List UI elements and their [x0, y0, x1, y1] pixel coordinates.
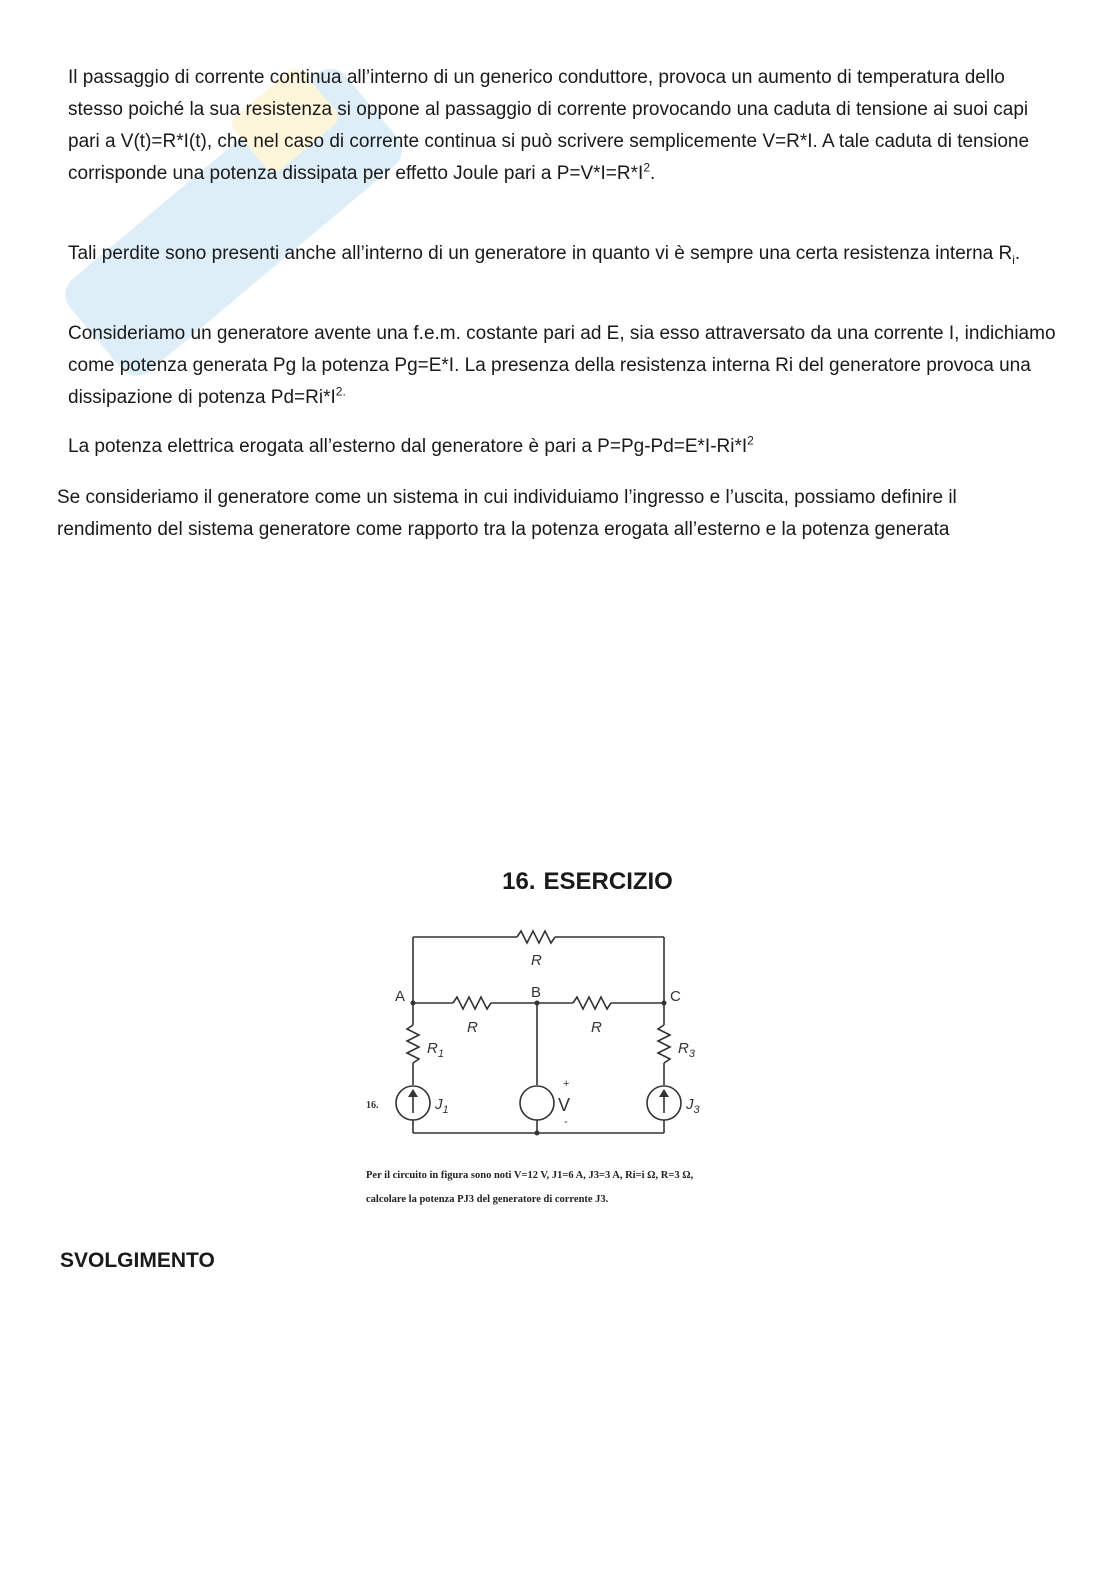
resistor-r3	[658, 1025, 670, 1063]
label-r-left: R	[467, 1019, 478, 1036]
superscript: 2	[643, 160, 650, 175]
solution-heading: SVOLGIMENTO	[60, 1249, 215, 1272]
arrow-up-icon	[408, 1089, 418, 1097]
label-j3: $J_3$	[686, 1096, 700, 1116]
label-node-a: A	[395, 988, 406, 1005]
label-node-b: B	[531, 984, 542, 1001]
label-node-c: C	[670, 988, 681, 1005]
superscript: 2.	[335, 384, 346, 399]
subscript: i	[1012, 252, 1015, 267]
voltage-source-v	[520, 1086, 554, 1120]
resistor-right	[573, 997, 611, 1009]
paragraph-joule-effect	[68, 62, 1058, 190]
exercise-note-line2: calcolare la potenza PJ3 del generatore di corrente J3.	[366, 1194, 609, 1205]
node-dot	[535, 1131, 540, 1136]
node-dot	[411, 1001, 416, 1006]
paragraph-text: La potenza elettrica erogata all’esterno dal generatore è pari a P=Pg-Pd=E*I-Ri*I	[68, 436, 748, 457]
paragraph-text: Il passaggio di corrente continua all’interno di un generico conduttore, provoca un aumento di temperatura dello stesso poiché la sua resistenza si oppone al passaggio di corrente provocando una caduta di tensione ai suoi capi pari a V(t)=R*I(t), che nel caso di corrente continua si può scrivere semplicemente V=R*I. A tale caduta di tensione corrisponde una potenza dissipata per effetto Joule pari a P=V*I=R*I	[68, 67, 1030, 184]
label-v-plus: +	[563, 1078, 570, 1090]
paragraph-delivered-power	[68, 431, 1058, 463]
paragraph-internal-resistance	[68, 238, 1058, 270]
circuit-diagram	[355, 915, 745, 1155]
exercise-note-line1: Per il circuito in figura sono noti V=12 V, J1=6 A, J3=3 A, Ri=i Ω, R=3 Ω,	[366, 1170, 694, 1181]
paragraph-generated-power	[68, 318, 1058, 414]
label-v-minus: -	[564, 1116, 568, 1128]
resistor-top	[517, 931, 555, 943]
superscript: 2	[747, 433, 754, 448]
paragraph-text: .	[1014, 243, 1021, 264]
label-r-right: R	[591, 1019, 602, 1036]
paragraph-text: Consideriamo un generatore avente una f.e.m. costante pari ad E, sia esso attraversato da una corrente I, indichiamo come potenza generata Pg la potenza Pg=E*I. La presenza della resistenza interna Ri del generatore provoca una dissipazione di potenza Pd=Ri*I	[68, 323, 1056, 408]
exercise-number: 16.	[502, 868, 536, 895]
node-dot	[662, 1001, 667, 1006]
resistor-r1	[407, 1025, 419, 1063]
exercise-title	[0, 868, 1117, 896]
resistor-left	[453, 997, 491, 1009]
node-dot	[535, 1001, 540, 1006]
label-r1: $R_1$	[427, 1040, 444, 1060]
label-r3: $R_3$	[678, 1040, 695, 1060]
figure-number: 16.	[366, 1100, 379, 1111]
exercise-title-text: ESERCIZIO	[543, 868, 673, 895]
label-j1: $J_1$	[435, 1096, 449, 1116]
paragraph-text: .	[650, 163, 656, 184]
label-v: V	[558, 1095, 571, 1115]
label-r-top: R	[531, 952, 542, 969]
arrow-up-icon	[659, 1089, 669, 1097]
paragraph-text: Tali perdite sono presenti anche all’interno di un generatore in quanto vi è sempre una certa resistenza interna R	[68, 243, 1013, 264]
paragraph-efficiency: Se consideriamo il generatore come un sistema in cui individuiamo l’ingresso e l’uscita, possiamo definire il rendimento del sistema generatore come rapporto tra la potenza erogata all’esterno e la potenza generata	[57, 487, 957, 540]
